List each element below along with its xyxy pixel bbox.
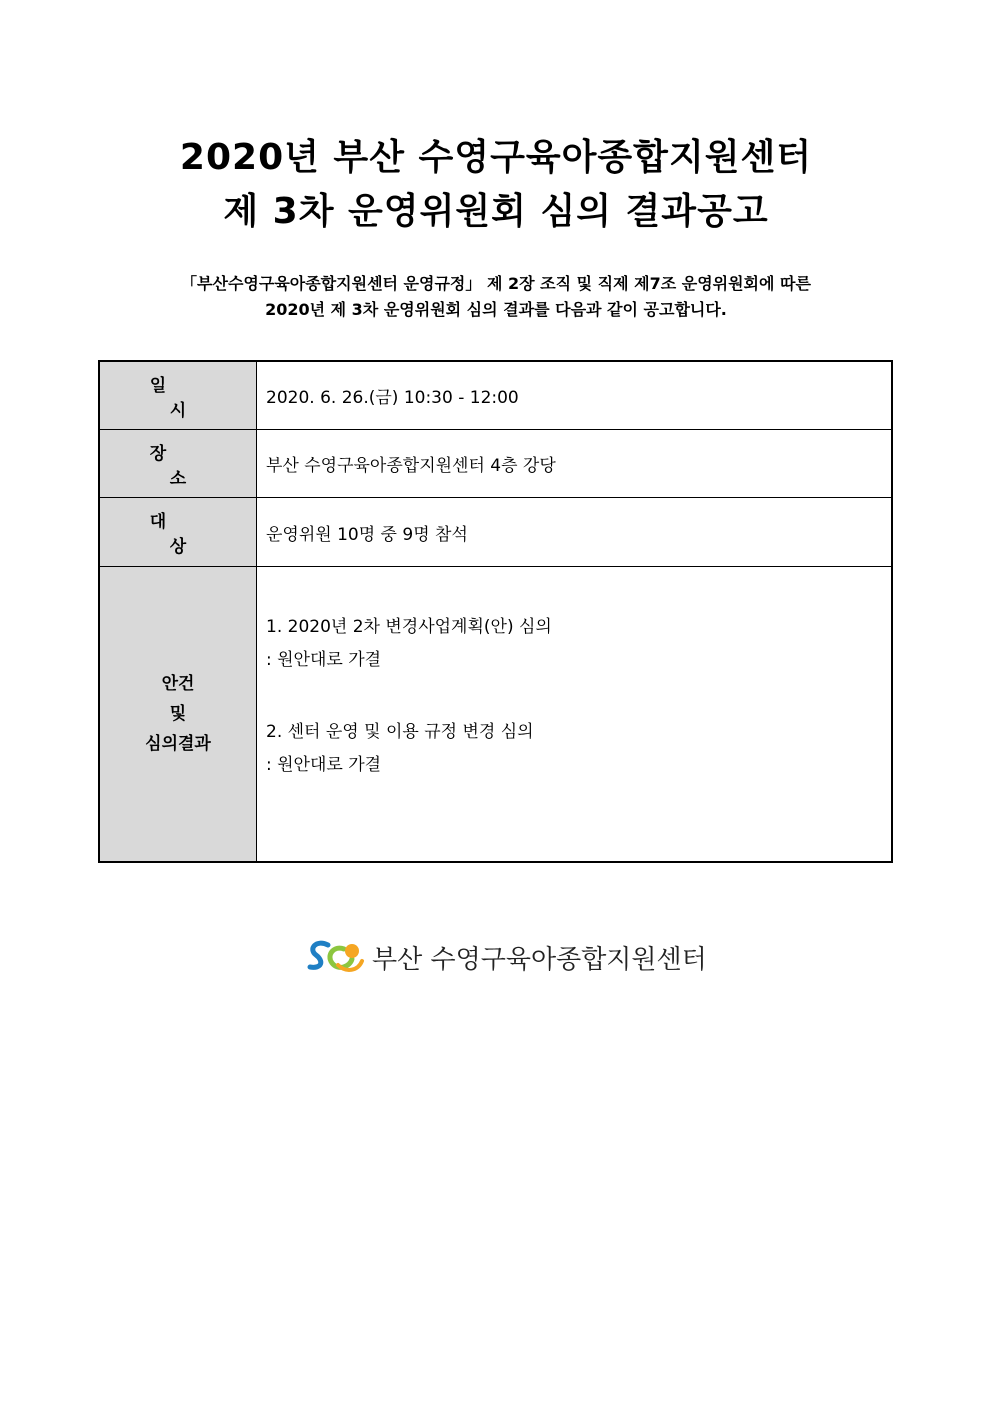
agenda-item-2-title: 2. 센터 운영 및 이용 규정 변경 심의 [266,722,534,742]
agenda-item-1-result: : 원안대로 가결 [266,650,382,670]
agenda-label-line3: 심의결과 [145,734,211,754]
table-row-place [99,430,892,498]
center-logo-icon [306,935,366,979]
table-row-agenda [99,567,892,863]
footer-logo [306,935,707,979]
target-value: 운영위원 10명 중 9명 참석 [257,498,893,567]
meeting-info-table [98,360,893,863]
intro-line1: 「부산수영구육아종합지원센터 운영규정」 제 2장 조직 및 직제 제7조 운영위원회에 따른 [181,274,811,293]
document-title-line1: 2020년 부산 수영구육아종합지원센터 [179,137,813,178]
agenda-label [99,567,257,863]
agenda-label-line1: 안건 [161,674,195,694]
intro-line2: 2020년 제 3차 운영위원회 심의 결과를 다음과 같이 공고합니다. [265,300,727,319]
agenda-item-2-result: : 원안대로 가결 [266,755,382,775]
footer-org-name: 부산 수영구육아종합지원센터 [372,944,707,975]
table-row-datetime [99,361,892,430]
table-row-target [99,498,892,567]
place-value: 부산 수영구육아종합지원센터 4층 강당 [257,430,893,498]
datetime-label: 일 시 [99,361,257,430]
datetime-value: 2020. 6. 26.(금) 10:30 - 12:00 [257,361,893,430]
place-label: 장 소 [99,430,257,498]
target-label: 대 상 [99,498,257,567]
document-title-line2: 제 3차 운영위원회 심의 결과공고 [223,191,769,232]
agenda-list [266,567,891,861]
agenda-item-1-title: 1. 2020년 2차 변경사업계획(안) 심의 [266,617,552,637]
agenda-value [257,567,893,863]
agenda-label-line2: 및 [169,704,187,724]
